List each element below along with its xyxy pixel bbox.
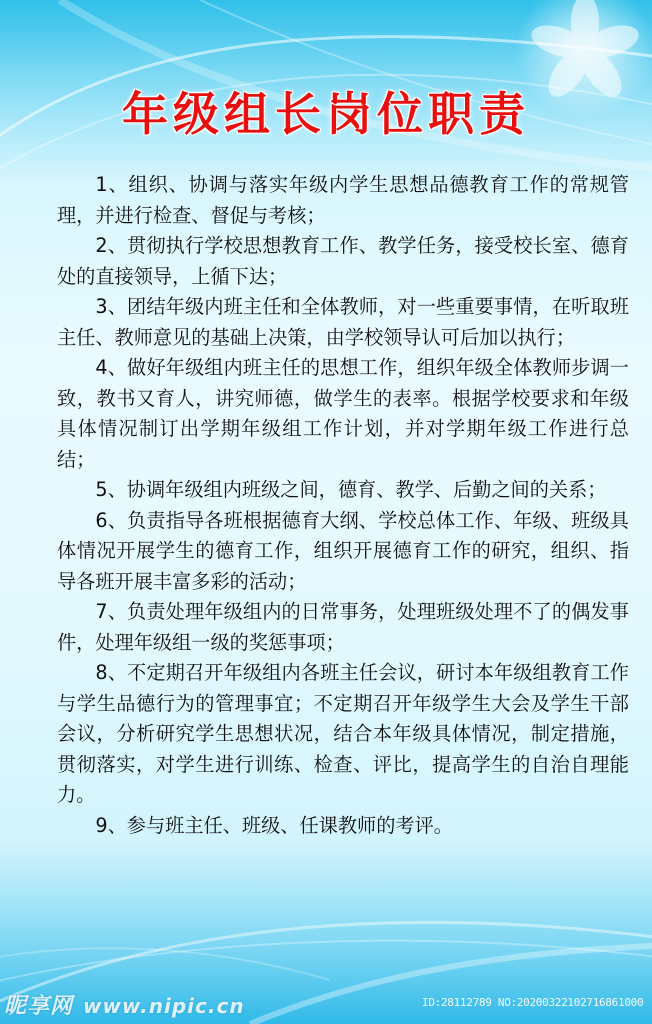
duty-item: 7、负责处理年级组内的日常事务，处理班级处理不了的偶发事件，处理年级组一级的奖惩事项；	[57, 600, 629, 654]
duties-list	[57, 170, 629, 841]
duty-item: 5、协调年级组内班级之间，德育、教学、后勤之间的关系；	[95, 478, 607, 501]
duty-item: 1、组织、协调与落实年级内学生思想品德教育工作的常规管理，并进行检查、督促与考核；	[57, 173, 629, 227]
duty-item: 6、负责指导各班根据德育大纲、学校总体工作、年级、班级具体情况开展学生的德育工作，组织开展德育工作的研究，组织、指导各班开展丰富多彩的活动；	[57, 508, 629, 593]
duty-item: 2、贯彻执行学校思想教育工作、教学任务，接受校长室、德育处的直接领导，上循下达；	[57, 234, 629, 288]
duty-item: 4、做好年级组内班主任的思想工作，组织年级全体教师步调一致，教书又育人，讲究师德，做学生的表率。根据学校要求和年级具体情况制订出学期年级组工作计划，并对学期年级工作进行总结；	[57, 356, 629, 471]
watermark-logo	[4, 989, 245, 1020]
watermark-site-url: www.nipic.cn	[83, 994, 245, 1018]
duty-item: 3、团结年级内班主任和全体教师，对一些重要事情，在听取班主任、教师意见的基础上决策，由学校领导认可后加以执行；	[57, 295, 629, 349]
watermark-site-name: 昵享网	[4, 994, 74, 1019]
watermark-image-id: ID:28112789 NO:20200322102716861000	[422, 996, 644, 1009]
page-title: 年级组长岗位职责	[122, 87, 530, 141]
duty-item: 8、不定期召开年级组内各班主任会议，研讨本年级组教育工作与学生品德行为的管理事宜；不定期召开年级学生大会及学生干部会议，分析研究学生思想状况，结合本年级具体情况，制定措施，贯彻落实，对学生进行训练、检查、评比，提高学生的自治自理能力。	[57, 661, 629, 806]
duty-item: 9、参与班主任、班级、任课教师的考评。	[95, 813, 453, 837]
